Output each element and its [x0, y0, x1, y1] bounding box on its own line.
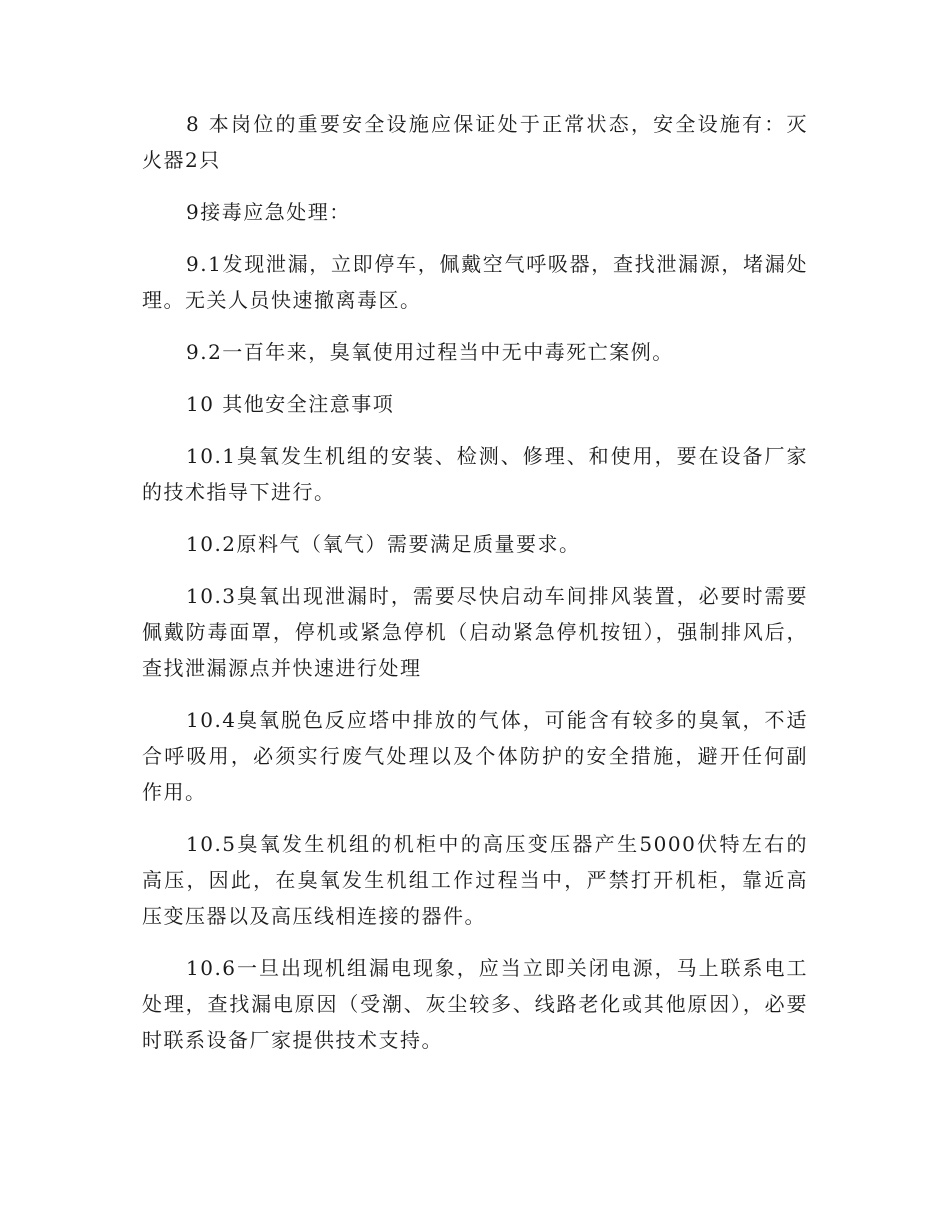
paragraph-poison-emergency-heading: 9接毒应急处理：	[186, 200, 351, 224]
paragraph-10-6: 10.6一旦出现机组漏电现象，应当立即关闭电源，马上联系电工处理，查找漏电原因（受潮、灰尘较多、线路老化或其他原因），必要时联系设备厂家提供技术支持。	[142, 956, 808, 1052]
paragraph-10-3: 10.3臭氧出现泄漏时，需要尽快启动车间排风装置，必要时需要佩戴防毒面罩，停机或紧急停机（启动紧急停机按钮），强制排风后，查找泄漏源点并快速进行处理	[142, 584, 808, 680]
paragraph-9-1: 9.1发现泄漏，立即停车，佩戴空气呼吸器，查找泄漏源，堵漏处理。无关人员快速撤离毒区。	[142, 252, 808, 312]
paragraph-other-safety-heading: 10 其他安全注意事项	[186, 392, 395, 416]
paragraph-10-4: 10.4臭氧脱色反应塔中排放的气体，可能含有较多的臭氧，不适合呼吸用，必须实行废气处理以及个体防护的安全措施，避开任何副作用。	[142, 708, 808, 804]
paragraph-10-2: 10.2原料气（氧气）需要满足质量要求。	[186, 532, 581, 556]
paragraph-9-2: 9.2一百年来，臭氧使用过程当中无中毒死亡案例。	[186, 340, 674, 364]
paragraph-10-5: 10.5臭氧发生机组的机柜中的高压变压器产生5000伏特左右的高压，因此，在臭氧发生机组工作过程当中，严禁打开机柜，靠近高压变压器以及高压线相连接的器件。	[142, 832, 808, 928]
paragraph-10-1: 10.1臭氧发生机组的安装、检测、修理、和使用，要在设备厂家的技术指导下进行。	[142, 444, 808, 504]
document-body	[142, 106, 808, 1074]
paragraph-safety-facilities: 8 本岗位的重要安全设施应保证处于正常状态，安全设施有：灭火器2只	[142, 112, 808, 172]
